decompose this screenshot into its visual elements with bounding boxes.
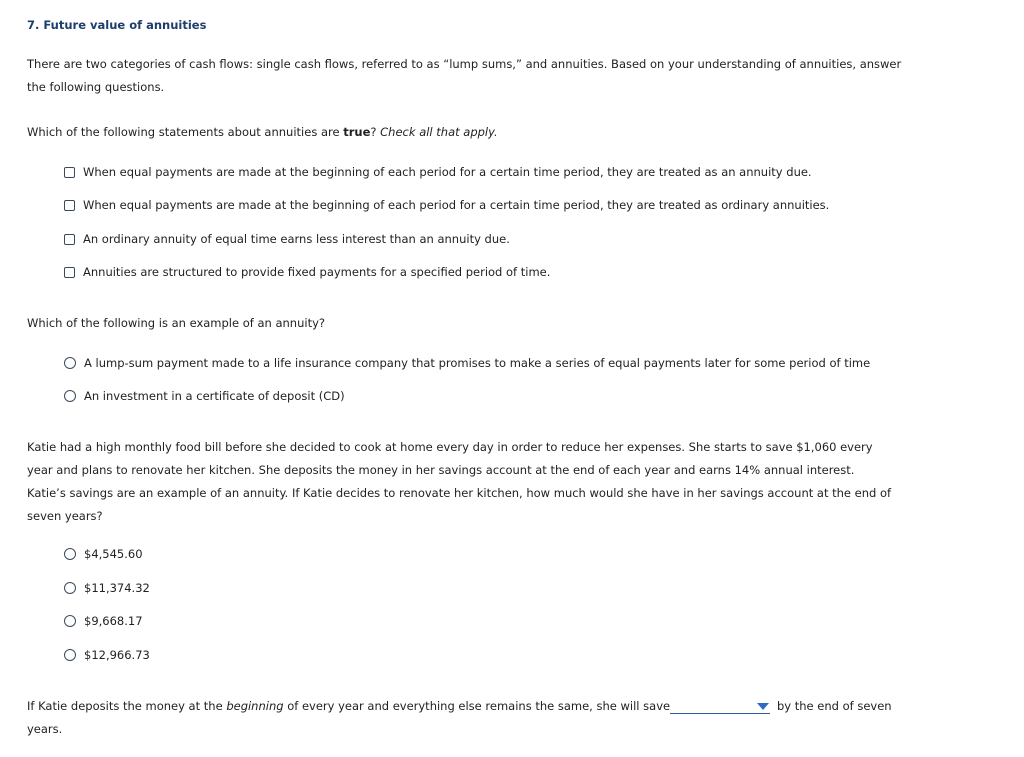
radio-button[interactable] [64, 582, 76, 594]
radio-button[interactable] [64, 649, 76, 661]
q3-option-label: $4,545.60 [84, 547, 143, 561]
q3-option-2[interactable] [64, 580, 150, 596]
q1-option-4[interactable] [64, 264, 550, 280]
radio-button[interactable] [64, 357, 76, 369]
q2-option-label: An investment in a certificate of deposit (CD) [84, 389, 345, 403]
q1-option-label: Annuities are structured to provide fixed payments for a specified period of time. [83, 265, 551, 279]
q3-option-1[interactable] [64, 546, 143, 562]
q3-prompt: Katie had a high monthly food bill before she decided to cook at home every day in order to reduce her expenses. She starts to save $1,060 every year and plans to renovate her kitchen. She deposits the money in her savings account at the end of each year and earns 14% annual interest. Katie’s savings are an example of an annuity. If Katie decides to renovate her kitchen, how much would she have in her savings account at the end of seven years? [27, 440, 892, 523]
radio-button[interactable] [64, 548, 76, 560]
q1-option-label: When equal payments are made at the beginning of each period for a certain time period, they are treated as ordinary annuities. [83, 198, 830, 212]
checkbox[interactable] [64, 200, 75, 211]
q2-prompt: Which of the following is an example of an annuity? [27, 316, 325, 330]
q2-option-1[interactable] [64, 355, 870, 371]
q1-prompt [27, 125, 498, 139]
q1-instruction: Check all that apply. [380, 125, 498, 139]
q1-bold: true [343, 125, 371, 139]
q1-option-label: An ordinary annuity of equal time earns less interest than an annuity due. [83, 232, 510, 246]
q1-option-1[interactable] [64, 164, 812, 180]
q1-option-3[interactable] [64, 231, 510, 247]
q1-after-bold: ? [370, 125, 381, 139]
answer-dropdown[interactable] [670, 700, 770, 714]
q3-option-3[interactable] [64, 613, 143, 629]
q1-option-label: When equal payments are made at the beginning of each period for a certain time period, they are treated as an annuity due. [83, 165, 812, 179]
q4-middle: of every year and everything else remains the same, she will save [283, 699, 671, 713]
q2-option-label: A lump-sum payment made to a life insurance company that promises to make a series of equal payments later for some period of time [84, 356, 871, 370]
q4-before: If Katie deposits the money at the [27, 699, 227, 713]
q3-option-label: $9,668.17 [84, 614, 143, 628]
radio-button[interactable] [64, 390, 76, 402]
radio-button[interactable] [64, 615, 76, 627]
checkbox[interactable] [64, 167, 75, 178]
q4-italic: beginning [226, 699, 284, 713]
q3-option-label: $11,374.32 [84, 581, 150, 595]
q3-option-4[interactable] [64, 647, 150, 663]
question-title: 7. Future value of annuities [27, 18, 207, 32]
q4-after: by the end of seven [777, 699, 892, 713]
checkbox[interactable] [64, 267, 75, 278]
q4-last-line: years. [27, 722, 63, 736]
q4-prompt [27, 699, 670, 713]
q2-option-2[interactable] [64, 388, 345, 404]
dropdown-caret-icon[interactable] [757, 703, 769, 710]
q3-option-label: $12,966.73 [84, 648, 150, 662]
q1-prefix: Which of the following statements about annuities are [27, 125, 344, 139]
q1-option-2[interactable] [64, 197, 829, 213]
intro-text: There are two categories of cash flows: single cash flows, referred to as “lump sums,” and annuities. Based on your understanding of annuities, answer the following questions. [27, 57, 902, 94]
checkbox[interactable] [64, 234, 75, 245]
